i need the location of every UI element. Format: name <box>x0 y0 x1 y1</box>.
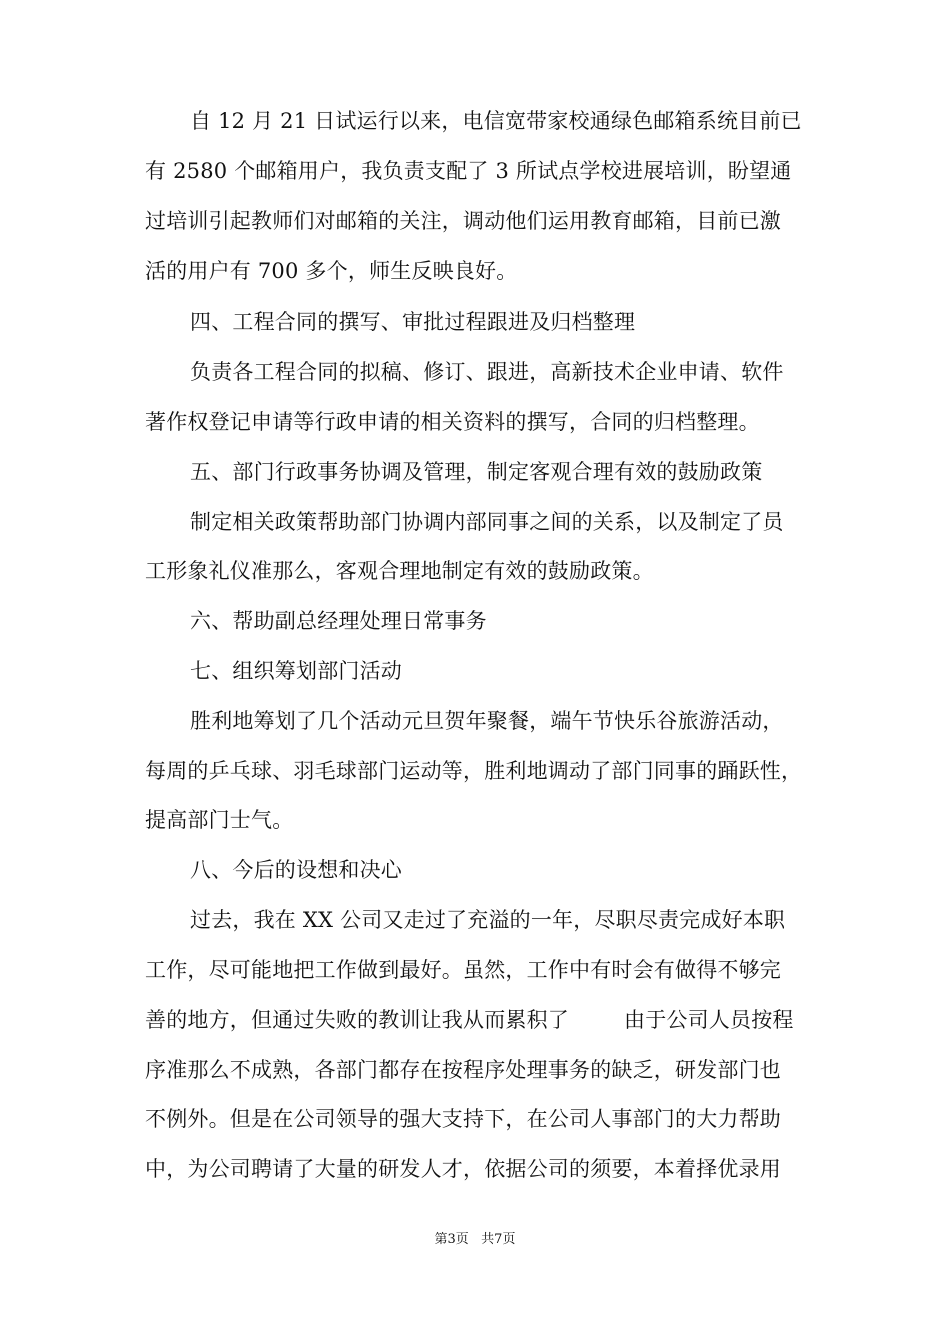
body-text-line: 有 2580 个邮箱用户，我负责支配了 3 所试点学校进展培训，盼望通 <box>145 159 792 183</box>
body-text-line: 制定相关政策帮助部门协调内部同事之间的关系，以及制定了员 <box>190 510 784 534</box>
body-text-line: 善的地方，但通过失败的教训让我从而累积了 由于公司人员按程 <box>145 1008 794 1032</box>
body-text-line: 工作，尽可能地把工作做到最好。虽然，工作中有时会有做得不够完 <box>145 958 781 982</box>
body-text-line: 著作权登记申请等行政申请的相关资料的撰写，合同的归档整理。 <box>145 410 760 434</box>
body-text-line: 自 12 月 21 日试运行以来，电信宽带家校通绿色邮箱系统目前已 <box>190 109 802 133</box>
section-heading: 四、工程合同的撰写、审批过程跟进及归档整理 <box>190 310 636 334</box>
page-number-footer: 第3页 共7页 <box>434 1232 516 1247</box>
body-text-line: 过培训引起教师们对邮箱的关注，调动他们运用教育邮箱，目前已激 <box>145 209 781 233</box>
body-text-line: 每周的乒乓球、羽毛球部门运动等，胜利地调动了部门同事的踊跃性， <box>145 759 803 783</box>
body-text-line: 序准那么不成熟，各部门都存在按程序处理事务的缺乏，研发部门也 <box>145 1058 781 1082</box>
section-heading: 七、组织筹划部门活动 <box>190 659 402 683</box>
section-heading: 五、部门行政事务协调及管理，制定客观合理有效的鼓励政策 <box>190 460 763 484</box>
body-text-line: 胜利地筹划了几个活动元旦贺年聚餐，端午节快乐谷旅游活动， <box>190 709 784 733</box>
body-text-line: 活的用户有 700 多个，师生反映良好。 <box>145 259 518 283</box>
body-text-line: 负责各工程合同的拟稿、修订、跟进，高新技术企业申请、软件 <box>190 360 784 384</box>
body-text-line: 过去，我在 XX 公司又走过了充溢的一年，尽职尽责完成好本职 <box>190 908 786 932</box>
body-text-line: 不例外。但是在公司领导的强大支持下，在公司人事部门的大力帮助 <box>145 1107 781 1131</box>
body-text-line: 中，为公司聘请了大量的研发人才，依据公司的须要，本着择优录用 <box>145 1157 781 1181</box>
section-heading: 八、今后的设想和决心 <box>190 858 402 882</box>
body-text-line: 提高部门士气。 <box>145 808 294 832</box>
section-heading: 六、帮助副总经理处理日常事务 <box>190 609 487 633</box>
body-text-line: 工形象礼仪准那么，客观合理地制定有效的鼓励政策。 <box>145 559 654 583</box>
